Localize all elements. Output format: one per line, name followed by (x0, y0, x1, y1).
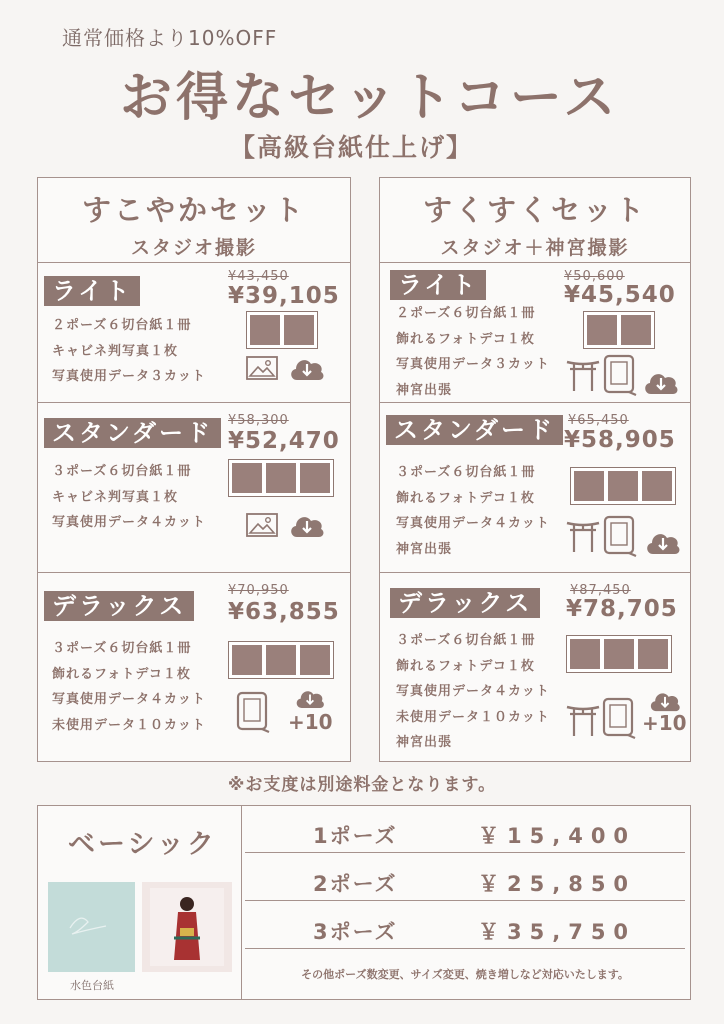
list-item: ２ポーズ６切台紙１冊 (396, 306, 536, 321)
set-panel-sukoyaka (37, 177, 351, 762)
plan-items (52, 313, 206, 390)
extra-count: +10 (288, 710, 333, 734)
basic-left (38, 806, 242, 999)
sale-price: ¥78,705 (566, 596, 678, 622)
original-price: ¥87,450 (570, 583, 631, 598)
pose-count: 1ポーズ (313, 824, 398, 848)
plan-deluxe (38, 572, 350, 762)
set-panel-sukusuku (379, 177, 691, 762)
list-item: 神宮出張 (396, 382, 453, 398)
pose-price: ￥35,750 (478, 920, 637, 944)
torii-icon (566, 358, 600, 392)
mount-frames-icon (228, 641, 334, 679)
price-row (245, 812, 685, 853)
list-item: 飾れるフォトデコ１枚 (396, 658, 535, 674)
list-item: ３ポーズ６切台紙１冊 (52, 464, 192, 479)
plan-items (396, 628, 550, 756)
sale-price: ¥63,855 (228, 599, 340, 625)
mount-frames-icon (583, 311, 655, 349)
list-item: 未使用データ１０カット (52, 717, 206, 733)
pose-count: 2ポーズ (313, 872, 398, 896)
set-type: スタジオ＋神宮撮影 (440, 237, 630, 259)
basic-footnote: その他ポーズ数変更、サイズ変更、焼き増しなど対応いたします。 (301, 968, 629, 981)
photo-deco-icon (236, 691, 272, 733)
mount-caption: 水色台紙 (70, 979, 114, 992)
list-item: 飾れるフォトデコ１枚 (396, 331, 535, 347)
photo-icon (246, 513, 278, 537)
set-type: スタジオ撮影 (130, 237, 257, 259)
kimono-photo-image (142, 882, 232, 972)
photo-deco-icon (603, 515, 639, 557)
basic-title: ベーシック (68, 829, 217, 860)
plan-label: デラックス (44, 591, 194, 621)
list-item: 神宮出張 (396, 735, 453, 750)
plan-label: スタンダード (386, 415, 563, 445)
plan-deluxe (380, 572, 690, 762)
plan-label: ライト (390, 270, 486, 300)
plan-label: デラックス (390, 588, 540, 618)
sale-price: ¥58,905 (564, 427, 676, 453)
list-item: ３ポーズ６切台紙１冊 (52, 641, 192, 656)
photo-deco-icon (603, 354, 639, 396)
list-item: ２ポーズ６切台紙１冊 (52, 318, 192, 333)
basic-panel (37, 805, 691, 1000)
torii-icon (566, 703, 600, 737)
photo-icon (246, 356, 278, 380)
list-item: 飾れるフォトデコ１枚 (396, 490, 535, 506)
mount-sample-image (48, 882, 135, 972)
torii-icon (566, 519, 600, 553)
mount-frames-icon (228, 459, 334, 497)
price-row (245, 860, 685, 901)
original-price: ¥50,600 (564, 269, 625, 284)
plan-items (52, 636, 206, 738)
original-price: ¥43,450 (228, 269, 289, 284)
cloud-download-icon (644, 527, 682, 555)
set-header (380, 188, 690, 260)
plan-items (52, 459, 206, 536)
plan-standard (38, 402, 350, 573)
page-subtitle: 【高級台紙仕上げ】 (230, 133, 474, 162)
sale-price: ¥52,470 (228, 428, 340, 454)
discount-text: 通常価格より10%OFF (62, 26, 278, 50)
list-item: ３ポーズ６切台紙１冊 (396, 465, 536, 480)
list-item: 写真使用データ４カット (396, 684, 550, 699)
pose-price: ￥15,400 (478, 824, 637, 848)
mount-frames-icon (246, 311, 318, 349)
plan-light (38, 262, 350, 403)
plan-label: スタンダード (44, 418, 221, 448)
set-name: すこやかセット (81, 193, 306, 227)
cloud-download-icon (294, 685, 326, 709)
original-price: ¥58,300 (228, 413, 289, 428)
list-item: 飾れるフォトデコ１枚 (52, 666, 191, 682)
pose-price: ￥25,850 (478, 872, 637, 896)
original-price: ¥65,450 (568, 413, 629, 428)
list-item: 写真使用データ３カット (396, 357, 550, 372)
photo-deco-icon (602, 697, 638, 739)
cloud-download-icon (288, 510, 326, 538)
page-title: お得なセットコース (120, 68, 620, 128)
list-item: 写真使用データ３カット (52, 369, 206, 384)
extra-count: +10 (642, 711, 687, 735)
set-name: すくすくセット (422, 193, 647, 227)
set-header (38, 188, 350, 260)
mount-frames-icon (566, 635, 672, 673)
mount-frames-icon (570, 467, 676, 505)
list-item: 写真使用データ４カット (52, 515, 206, 530)
cloud-download-icon (642, 367, 680, 395)
list-item: ３ポーズ６切台紙１冊 (396, 633, 536, 648)
plan-label: ライト (44, 276, 140, 306)
sale-price: ¥45,540 (564, 282, 676, 308)
list-item: 神宮出張 (396, 541, 453, 557)
list-item: キャビネ判写真１枚 (52, 489, 179, 505)
plan-items (396, 301, 550, 403)
price-row (245, 908, 685, 949)
list-item: 写真使用データ４カット (52, 692, 206, 707)
cloud-download-icon (648, 687, 682, 712)
cloud-download-icon (288, 353, 326, 381)
original-price: ¥70,950 (228, 583, 289, 598)
plan-light (380, 262, 690, 403)
sale-price: ¥39,105 (228, 283, 340, 309)
list-item: キャビネ判写真１枚 (52, 343, 179, 359)
list-item: 写真使用データ４カット (396, 516, 550, 531)
pose-count: 3ポーズ (313, 920, 398, 944)
list-item: 未使用データ１０カット (396, 709, 550, 725)
attire-note: ※お支度は別途料金となります。 (227, 775, 497, 795)
plan-standard (380, 402, 690, 573)
plan-items (396, 460, 550, 562)
